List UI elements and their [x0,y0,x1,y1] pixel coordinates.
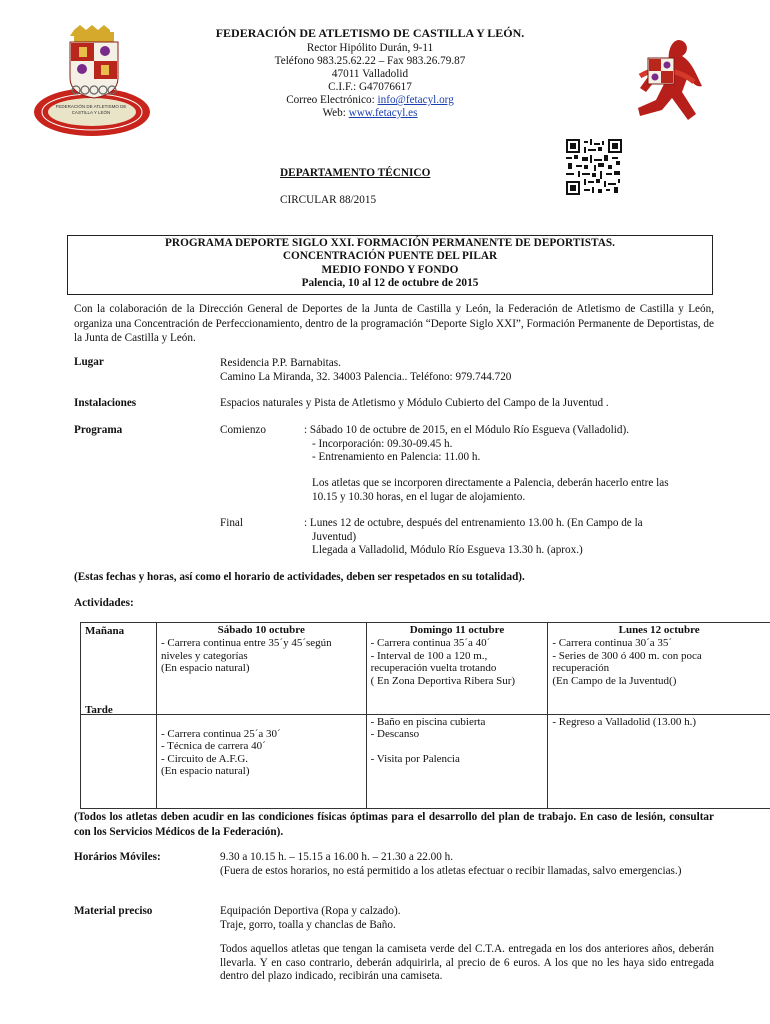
material-line-2: Traje, gorro, toalla y chanclas de Baño. [220,918,396,931]
m-sun-line-5: - Baño en piscina cubierta [370,715,486,728]
fechas-note: (Estas fechas y horas, así como el horario de actividades, deben ser respetados en su totalidad). [74,571,525,583]
t-sat-line-1: - Carrera continua 25´a 30´ [160,727,281,740]
cell-afternoon-monday [548,714,770,808]
t-sat-line-3: - Circuito de A.F.G. [160,752,249,765]
t-sun-line-1: - Descanso [370,728,420,741]
col-header-sunday: Domingo 11 octubre [366,623,548,637]
lugar-label: Lugar [74,356,104,368]
cell-afternoon-saturday [156,714,366,808]
cif: C.I.F.: G47076617 [328,81,412,93]
final-line-2: Juventud) [312,530,357,543]
title-line-3: MEDIO FONDO Y FONDO [321,263,459,276]
col-header-saturday: Sábado 10 octubre [156,623,366,637]
cell-morning-saturday [156,636,366,714]
table-header-row [81,623,770,637]
programa-label: Programa [74,424,123,436]
email-link[interactable]: info@fetacyl.org [377,94,454,106]
web-label: Web: [322,107,349,119]
final-line-3: Llegada a Valladolid, Módulo Río Esgueva 13.30 h. (aprox.) [312,544,583,557]
instalaciones-value: Espacios naturales y Pista de Atletismo y Módulo Cubierto del Campo de la Juventud . [220,397,609,409]
t-sun-line-2: - Visita por Palencia [370,752,460,765]
comienzo-details [304,424,629,465]
horarios-value [220,851,714,878]
morning-label: Mañana [85,625,125,638]
intro-paragraph [74,302,714,346]
row-label-morning [81,625,157,714]
final-line-1: : Lunes 12 de octubre, después del entrenamiento 13.00 h. (En Campo de la [304,517,643,529]
logo-text: FEDERACIÓN DE ATLETISMO DE CASTILLA Y LEÓN [55,104,127,115]
activities-table [80,622,770,809]
m-mon-line-1: - Carrera continua 30´a 35´ [552,637,673,650]
m-mon-line-2: - Series de 300 ó 400 m. con poca [552,649,702,662]
qr-code [566,139,622,195]
comienzo-line-1: : Sábado 10 de octubre de 2015, en el Módulo Río Esgueva (Valladolid). [304,424,629,436]
final-details [304,517,643,558]
m-sun-line-2: - Interval de 100 a 120 m., [370,649,488,662]
material-label: Material preciso [74,905,153,917]
t-sat-line-4: (En espacio natural) [160,765,250,778]
program-title-box [67,235,713,295]
comienzo-label: Comienzo [220,424,266,436]
intro-text: Con la colaboración de la Dirección General de Deportes de la Junta de Castilla y León, la Federación de Atletismo de Castilla y León, organiza una Concentración de Perfeccionamiento, dentro de la programación “Deporte Siglo XXI”, Formación Permanente de Deportistas, de la Junta de Castilla y León. [74,303,714,344]
afternoon-label: Tarde [85,703,113,716]
m-sat-line-3: (En espacio natural) [160,662,250,675]
table-row-afternoon [81,714,770,808]
lugar-line-1: Residencia P.P. Barnabitas. [220,357,341,369]
camiseta-note [220,943,714,984]
federation-logo [30,24,158,140]
web-link[interactable]: www.fetacyl.es [348,107,418,119]
cell-morning-monday [548,636,770,714]
camiseta-text: Todos aquellos atletas que tengan la camiseta verde del C.T.A. entregada en los dos anteriores años, deberán llevarla. Y en caso contrario, deberán adquirirla, al precio de 6 euros. A los que no les haya sido entregada dentro del plazo indicado, recibirán una camiseta. [220,943,714,983]
address: Rector Hipólito Durán, 9-11 [306,42,434,54]
note-line-2: 10.15 y 10.30 horas, en el lugar de alojamiento. [312,491,526,503]
m-mon-line-3: recuperación [552,662,610,675]
condiciones-text: (Todos los atletas deben acudir en las condiciones físicas óptimas para el desarrollo del plan de trabajo. En caso de lesión, consultar con los Servicios Médicos de la Federación). [74,811,714,838]
m-sun-line-1: - Carrera continua 35´a 40´ [370,637,491,650]
m-sat-line-2: niveles y categorías [160,649,248,662]
comienzo-line-2: - Incorporación: 09.30-09.45 h. [312,437,453,450]
email-line [170,94,570,107]
lugar-line-2: Camino La Miranda, 32. 34003 Palencia.. Teléfono: 979.744.720 [220,371,512,383]
circular-number: CIRCULAR 88/2015 [280,194,377,206]
horarios-line-2: (Fuera de estos horarios, no está permitido a los atletas efectuar o recibir llamadas, salvo emergencias.) [220,864,682,877]
final-label: Final [220,517,243,529]
runner-logo [620,36,712,130]
t-sat-line-2: - Técnica de carrera 40´ [160,740,266,753]
title-line-4: Palencia, 10 al 12 de octubre de 2015 [301,277,479,290]
cell-morning-sunday [366,636,548,714]
postal-code: 47011 Valladolid [331,68,409,80]
title-line-1: PROGRAMA DEPORTE SIGLO XXI. FORMACIÓN PERMANENTE DE DEPORTISTAS. [165,237,615,249]
phone-fax: Teléfono 983.25.62.22 – Fax 983.26.79.87 [274,55,466,67]
org-name: FEDERACIÓN DE ATLETISMO DE CASTILLA Y LEÓN. [215,26,525,40]
col-header-monday: Lunes 12 octubre [548,623,770,637]
note-line-1: Los atletas que se incorporen directamente a Palencia, deberán hacerlo entre las [312,477,669,489]
horarios-label: Horários Móviles: [74,851,161,863]
cell-afternoon-sunday [366,714,548,808]
incorporacion-note [312,476,669,504]
actividades-label: Actividades: [74,597,134,609]
horarios-line-1: 9.30 a 10.15 h. – 15.15 a 16.00 h. – 21.30 a 22.00 h. [220,851,454,863]
m-sat-line-1: - Carrera continua entre 35´y 45´según [160,637,332,650]
material-line-1: Equipación Deportiva (Ropa y calzado). [220,905,401,917]
title-line-2: CONCENTRACIÓN PUENTE DEL PILAR [282,250,498,263]
m-mon-line-4: (En Campo de la Juventud() [552,674,677,687]
table-row-morning [81,636,770,714]
comienzo-line-3: - Entrenamiento en Palencia: 11.00 h. [312,451,481,464]
web-line [170,107,570,120]
m-mon-line-5: - Regreso a Valladolid (13.00 h.) [552,715,697,728]
lugar-value [220,356,511,384]
instalaciones-label: Instalaciones [74,397,137,409]
row-label-afternoon [81,703,157,808]
material-value [220,905,401,932]
m-sun-line-3: recuperación vuelta trotando [370,662,497,675]
email-label: Correo Electrónico: [286,94,378,106]
condiciones-note [74,810,714,839]
department-title: DEPARTAMENTO TÉCNICO [280,167,431,179]
m-sun-line-4: ( En Zona Deportiva Ribera Sur) [370,674,516,687]
